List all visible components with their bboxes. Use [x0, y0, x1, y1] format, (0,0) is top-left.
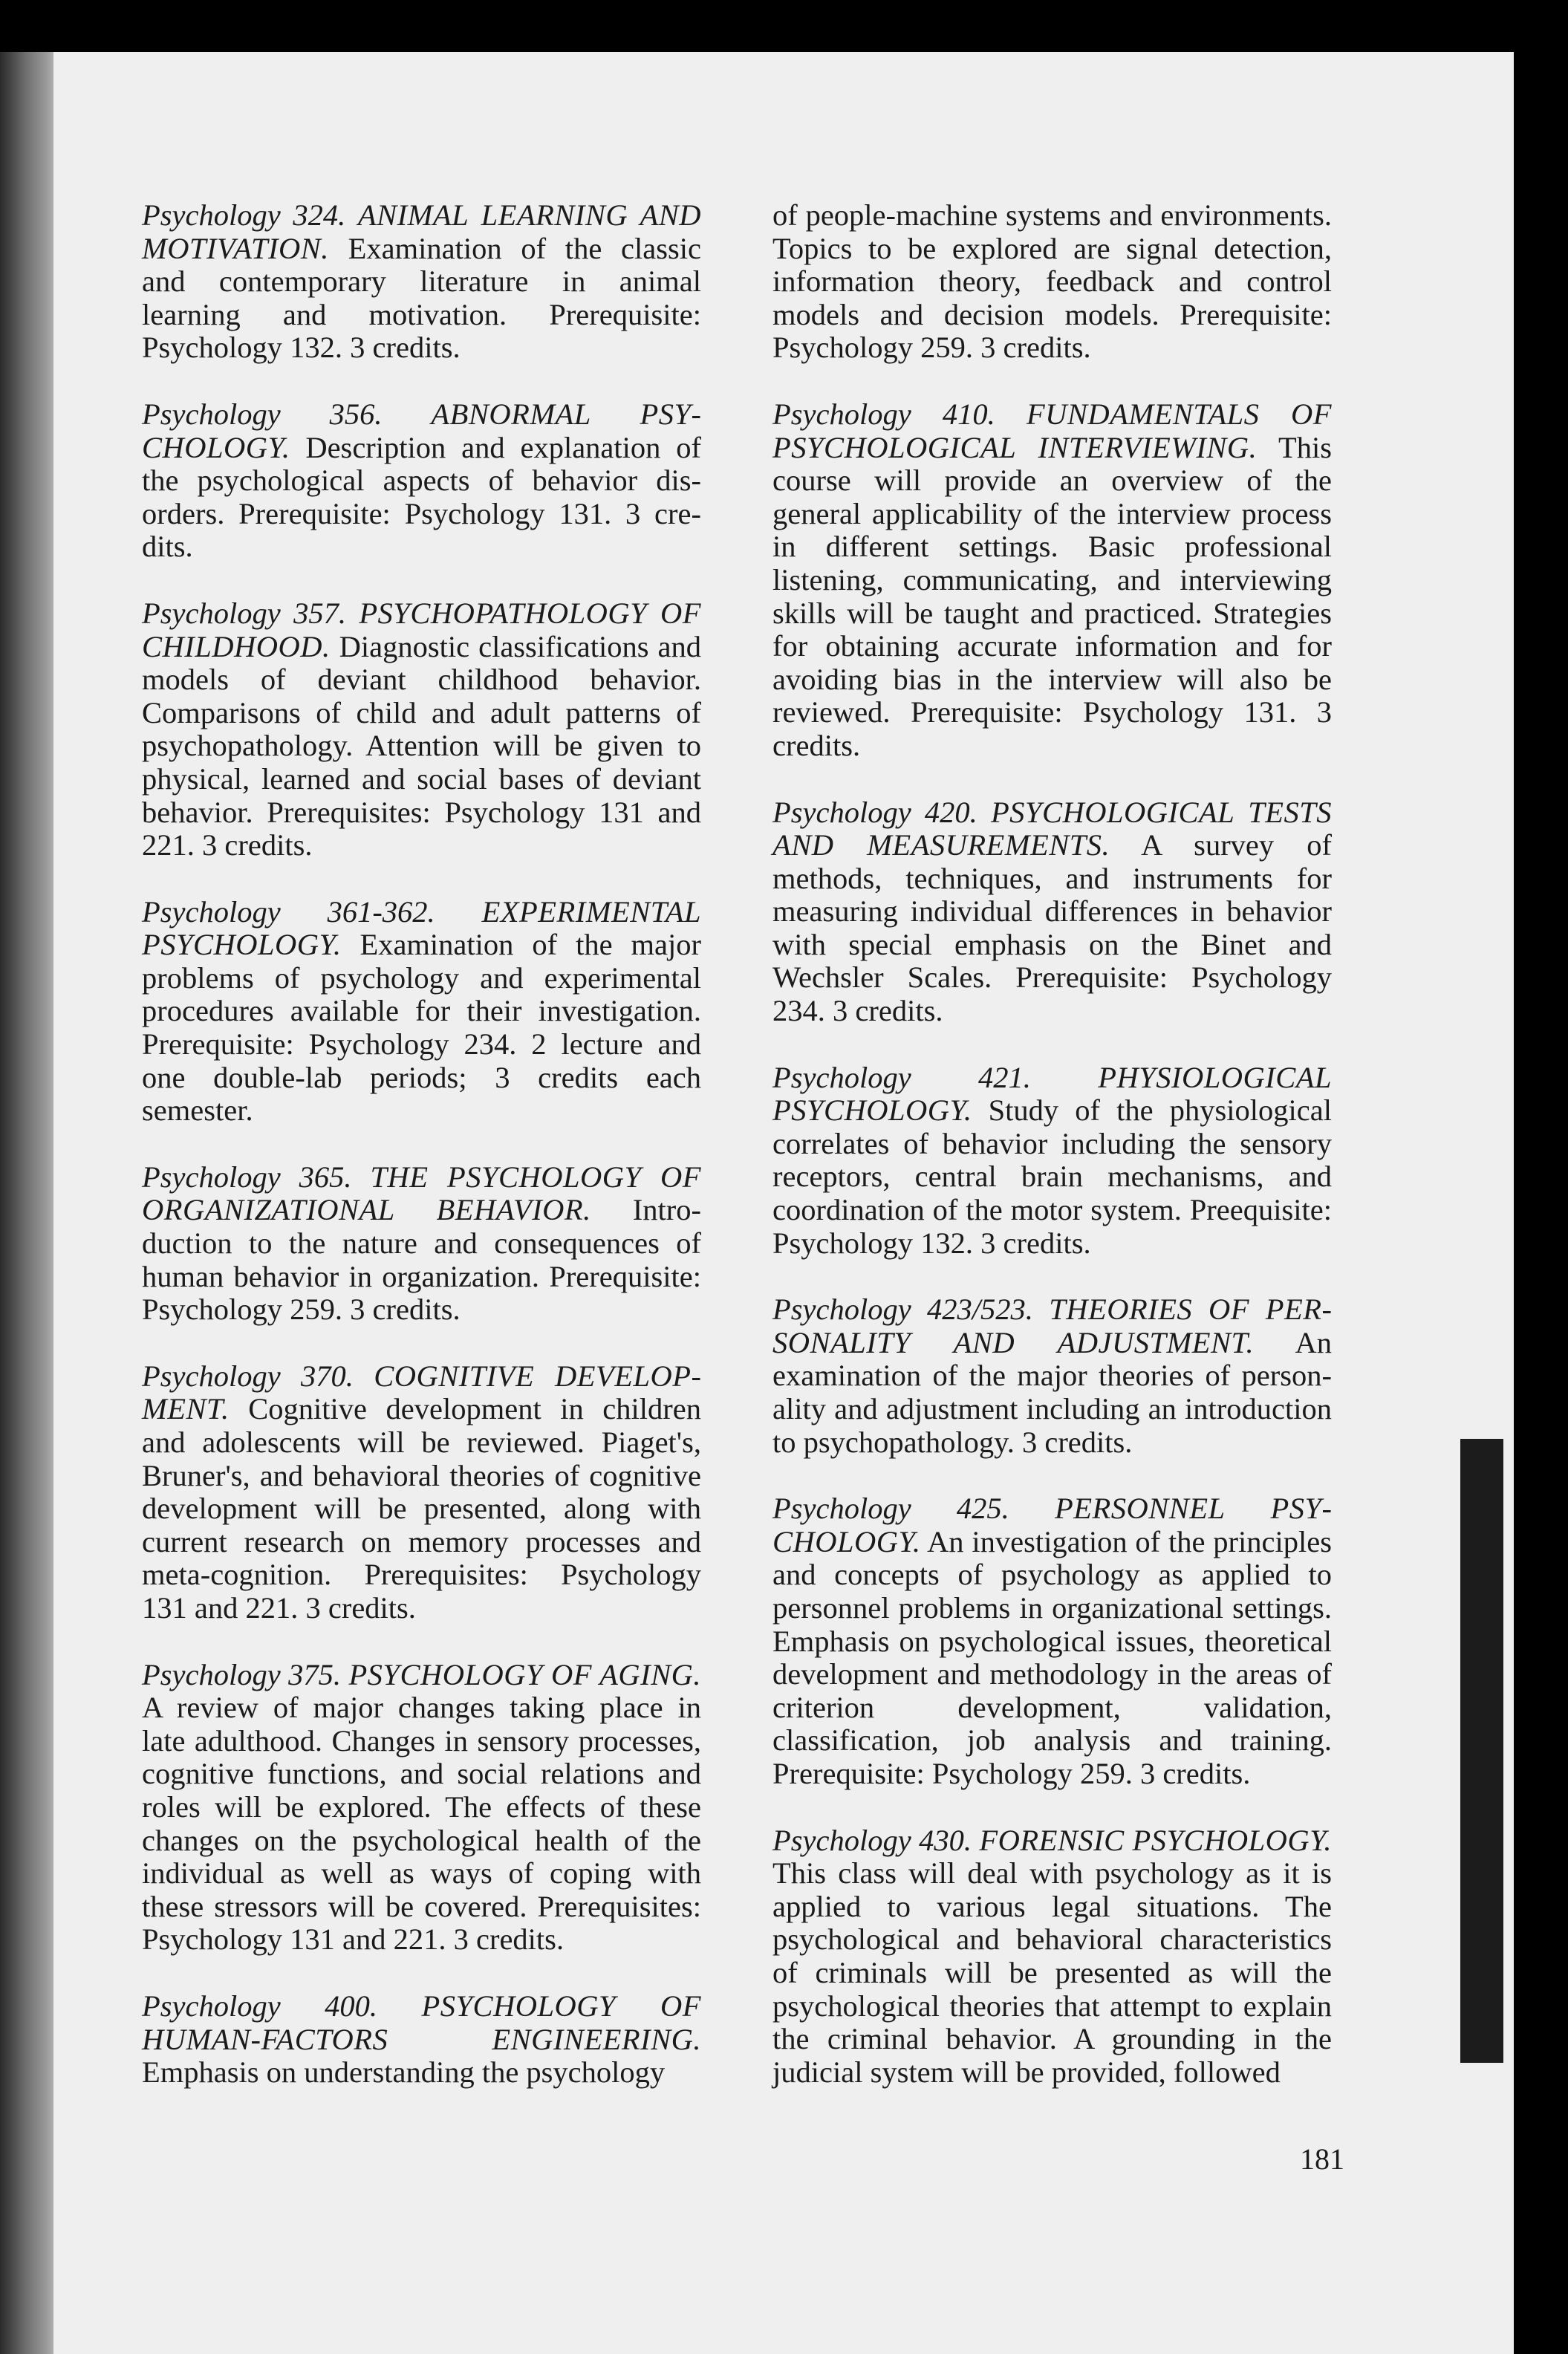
course-number: 410. [942, 397, 995, 431]
course-number: 361-362. [327, 894, 435, 929]
course-number: 421. [978, 1060, 1031, 1094]
course-department: Psychology [142, 1657, 281, 1691]
course-title: PSYCHOLOGY OF AGING. [348, 1657, 701, 1691]
course-description: A survey of methods, techniques, and instruments for measuring individual differences in behavior with special emphasis on the Binet and Wechsler Scales. Prerequisite: Psychology 234. 3 credits. [772, 828, 1332, 1028]
course-description: Examination of the classic and contemporary literature in animal learning and motivation. Prerequisite: Psychology 132. 3 credits. [142, 231, 701, 365]
course-entry [772, 1293, 1332, 1459]
course-department: Psychology [772, 795, 911, 829]
course-department: Psychology [772, 397, 911, 431]
course-department: Psychology [772, 1293, 911, 1327]
course-entry [142, 896, 701, 1128]
course-description: This course will provide an overview of the general applicability of the interview process in different settings. Basic professional listening, communicating, and interviewing skills will be taught and practiced. Strategies for obtaining accurate information and for avoiding bias in the interview will also be reviewed. Prerequisite: Psychology 131. 3 credits. [772, 430, 1332, 762]
right-column [772, 199, 1332, 2122]
course-description: A review of major changes taking place in late adulthood. Changes in sensory processes, cognitive functions, and social relations and roles will be explored. The effects of these changes on the psychological health of the individual as well as ways of coping with these stressors will be covered. Prerequisites: Psychology 131 and 221. 3 credits. [142, 1691, 701, 1957]
course-department: Psychology [772, 1492, 911, 1526]
course-title: EXPERIMENTAL PSYCHOLOGY. [142, 894, 702, 962]
course-title: THE PSYCHOLOGY OF ORGANIZATIONAL BEHAVIOR. [142, 1160, 701, 1227]
left-column [142, 199, 701, 2123]
course-description: An examination of the major theories of personality and adjustment including an introduction to psychopathology. 3 credits. [772, 1325, 1332, 1459]
course-number: 420. [924, 795, 977, 829]
course-number: 324. [293, 198, 346, 232]
course-number: 375. [288, 1657, 341, 1691]
course-description: An investigation of the principles and concepts of psychology as applied to personnel problems in organizational settings. Emphasis on psychological issues, theoretical development and methodology in the areas of criterion development, validation, classification, job analysis and training. Prerequisite: Psychology 259. 3 credits. [772, 1524, 1332, 1790]
course-department: Psychology [142, 894, 281, 929]
course-entry [142, 597, 701, 862]
course-entry [772, 398, 1332, 763]
course-description: Introduction to the nature and consequences of human behavior in organization. Prerequisite: Psychology 259. 3 credits. [142, 1193, 701, 1327]
course-number: 357. [293, 596, 346, 630]
course-number: 356. [329, 397, 383, 431]
course-number: 365. [299, 1160, 352, 1194]
course-description: Description and explanation of the psychological aspects of behavior disorders. Prerequisite: Psychology 131. 3 credits. [142, 430, 701, 564]
course-number: 423/523. [927, 1293, 1033, 1327]
course-entry [772, 1824, 1332, 2090]
continued-description: of people-machine systems and environments. Topics to be explored are signal detection, information theory, feedback and control models and decision models. Prerequisite: Psychology 259. 3 credits. [772, 198, 1332, 365]
course-title: PERSONNEL PSYCHOLOGY. [772, 1492, 1332, 1558]
course-title: PSYCHOPATHOLOGY OF CHILDHOOD. [142, 596, 702, 663]
course-title: COGNITIVE DEVELOPMENT. [142, 1359, 702, 1426]
course-number: 400. [325, 1989, 378, 2023]
course-title: ABNORMAL PSYCHOLOGY. [142, 397, 701, 464]
section-thumb-tab [1460, 1439, 1503, 2063]
course-description: Study of the physiological correlates of behavior including the sensory receptors, central brain mechanisms, and coordination of the motor system. Preequisite: Psychology 132. 3 credits. [772, 1093, 1332, 1260]
course-title: PHYSIOLOGICAL PSYCHOLOGY. [772, 1060, 1332, 1128]
course-department: Psychology [142, 1160, 281, 1194]
course-department: Psychology [142, 397, 281, 431]
course-description: Diagnostic classifications and models of deviant childhood behavior. Comparisons of child and adult patterns of psychopathology. Attention will be given to physical, learned and social bases of deviant behavior. Prerequisites: Psychology 131 and 221. 3 credits. [142, 629, 701, 862]
course-description: Examination of the major problems of psychology and experimental procedures available for their investigation. Prerequisite: Psychology 234. 2 lecture and one double-lab periods; 3 credits each semester. [142, 928, 701, 1128]
course-number: 425. [956, 1492, 1009, 1526]
page-number: 181 [1300, 2142, 1344, 2176]
course-entry [142, 199, 701, 365]
course-title: PSYCHOLOGICAL TESTS AND MEASUREMENTS. [772, 795, 1332, 862]
course-title: FUNDAMENTALS OF PSYCHOLOGICAL INTERVIEWING. [772, 397, 1333, 464]
course-title: FORENSIC PSYCHOLOGY. [979, 1823, 1333, 1857]
course-department: Psychology [142, 1359, 281, 1393]
course-entry [142, 1161, 701, 1327]
course-entry [142, 1659, 701, 1957]
course-department: Psychology [142, 198, 281, 232]
course-number: 430. [919, 1823, 972, 1857]
course-description: This class will deal with psychology as it is applied to various legal situations. The psychological and behavioral characteristics of criminals will be presented as will the psychological theories that attempt to explain the criminal behavior. A grounding in the judicial system will be provided, followed [772, 1856, 1332, 2089]
course-department: Psychology [142, 1989, 281, 2023]
course-title: PSYCHOLOGY OF HUMAN-FACTORS ENGINEERING. [142, 1989, 702, 2056]
course-entry [142, 1360, 701, 1625]
course-number: 370. [301, 1359, 354, 1393]
course-entry [142, 398, 701, 564]
course-entry [142, 1990, 701, 2090]
book-binding-shadow [0, 52, 58, 2354]
catalog-page [53, 52, 1514, 2354]
course-continuation [772, 199, 1332, 365]
course-entry [772, 1492, 1332, 1790]
course-title: ANIMAL LEARNING AND MOTIVATION. [142, 198, 702, 265]
course-department: Psychology [772, 1823, 911, 1857]
course-entry [772, 1061, 1332, 1261]
course-entry [772, 796, 1332, 1028]
course-department: Psychology [772, 1060, 911, 1094]
course-department: Psychology [142, 596, 281, 630]
course-description: Emphasis on understanding the psychology [142, 2055, 666, 2090]
course-title: THEORIES OF PERSONALITY AND ADJUSTMENT. [772, 1293, 1332, 1359]
course-description: Cognitive development in children and adolescents will be reviewed. Piaget's, Bruner's, and behavioral theories of cognitive development will be presented, along with current research on memory processes and meta-cognition. Prerequisites: Psychology 131 and 221. 3 credits. [142, 1392, 702, 1625]
